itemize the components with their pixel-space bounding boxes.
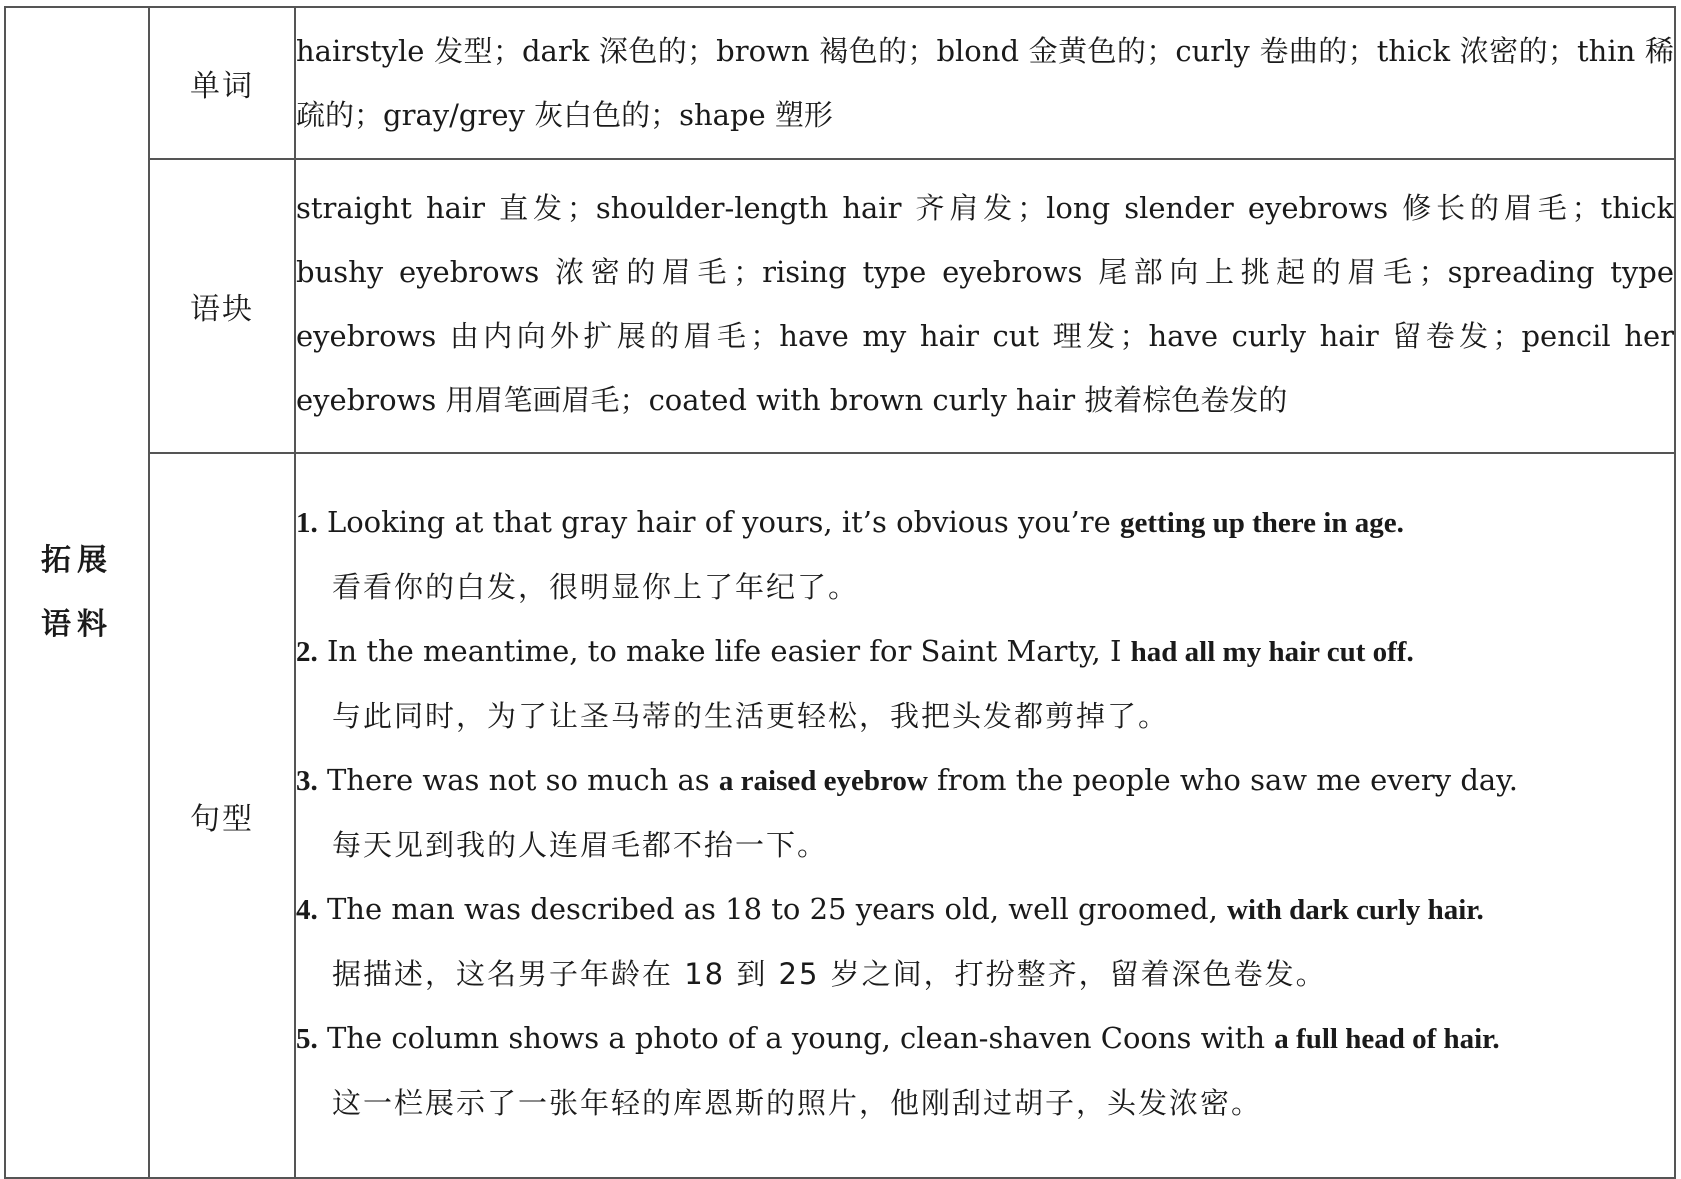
sentence-item xyxy=(296,619,1674,748)
sentence-text: The column shows a photo of a young, clean-shaven Coons with xyxy=(326,1021,1275,1055)
category-label-line2: 语料 xyxy=(41,606,113,642)
sentence-text: The man was described as 18 to 25 years old, well groomed, xyxy=(326,892,1228,926)
sentence-text: Looking at that gray hair of yours, it’s obvious you’re xyxy=(326,505,1121,539)
word-chinese: 稀疏的 xyxy=(296,34,1674,132)
sentence-highlight: a full head of hair. xyxy=(1274,1023,1500,1055)
chunk-chinese: 披着棕色卷发的 xyxy=(1084,383,1288,417)
sentence-highlight: getting up there in age. xyxy=(1120,507,1404,539)
word-english: gray/grey xyxy=(383,98,525,132)
sentence-highlight: with dark curly hair. xyxy=(1227,894,1484,926)
word-english: dark xyxy=(521,34,590,68)
separator: ； xyxy=(687,34,717,68)
separator: ； xyxy=(1492,319,1522,353)
word-chinese: 褐色的 xyxy=(819,34,908,68)
chunk-english: have curly hair xyxy=(1148,319,1379,353)
word-item xyxy=(296,34,493,68)
words-content xyxy=(295,7,1675,159)
chunk-chinese: 留卷发 xyxy=(1392,319,1493,353)
sentence-translation: 与此同时，为了让圣马蒂的生活更轻松，我把头发都剪掉了。 xyxy=(332,699,1170,733)
separator: ； xyxy=(1418,255,1448,289)
separator: ； xyxy=(619,383,649,417)
separator: ； xyxy=(1146,34,1176,68)
word-english: shape xyxy=(679,98,766,132)
chunk-item xyxy=(1149,319,1493,353)
sentences-label: 句型 xyxy=(149,453,295,1178)
chunk-english: thick bushy eyebrows xyxy=(296,191,1675,289)
separator: ； xyxy=(1017,191,1047,225)
sentence-text: There was not so much as xyxy=(326,763,719,797)
chunk-english: have my hair cut xyxy=(779,319,1040,353)
chunks-list xyxy=(296,191,1674,417)
sentence-english xyxy=(296,748,1674,813)
sentences-row xyxy=(5,453,1675,1178)
chunk-chinese: 修长的眉毛 xyxy=(1402,191,1572,225)
chunks-label: 语块 xyxy=(149,159,295,453)
word-item xyxy=(1175,34,1347,68)
sentence-number: 3. xyxy=(296,765,318,797)
chunk-chinese: 齐肩发 xyxy=(915,191,1018,225)
sentence-english xyxy=(296,619,1674,684)
word-item xyxy=(716,34,907,68)
word-english: thick xyxy=(1376,34,1451,68)
sentence-text-after: from the people who saw me every day. xyxy=(927,763,1518,797)
chunk-english: shoulder-length hair xyxy=(595,191,902,225)
extended-corpus-table xyxy=(4,6,1676,1179)
chunks-row xyxy=(5,159,1675,453)
sentence-translation: 看看你的白发，很明显你上了年纪了。 xyxy=(332,570,860,604)
sentence-highlight: had all my hair cut off. xyxy=(1130,636,1414,668)
word-chinese: 塑形 xyxy=(774,98,833,132)
chunk-chinese: 由内向外扩展的眉毛 xyxy=(449,319,751,353)
word-chinese: 浓密的 xyxy=(1459,34,1549,68)
word-item xyxy=(383,98,650,132)
chunk-english: straight hair xyxy=(296,191,486,225)
word-chinese: 灰白色的 xyxy=(534,98,651,132)
chunk-english: pencil her eyebrows xyxy=(296,319,1674,417)
sentence-english xyxy=(296,877,1674,942)
sentence-item xyxy=(296,490,1674,619)
word-chinese: 卷曲的 xyxy=(1259,34,1348,68)
separator: ； xyxy=(907,34,937,68)
sentence-item xyxy=(296,877,1674,1006)
words-list xyxy=(296,34,1674,132)
word-chinese: 金黄色的 xyxy=(1028,34,1147,68)
sentence-translation: 每天见到我的人连眉毛都不抬一下。 xyxy=(332,828,829,862)
chunk-chinese: 用眉笔画眉毛 xyxy=(445,383,620,417)
sentence-translation: 这一栏展示了一张年轻的库恩斯的照片，他刚刮过胡子，头发浓密。 xyxy=(332,1086,1263,1120)
word-english: brown xyxy=(716,34,810,68)
chunk-item xyxy=(1046,191,1571,225)
word-item xyxy=(1377,34,1548,68)
separator: ； xyxy=(1119,319,1149,353)
chunk-item xyxy=(296,191,567,225)
chunk-item xyxy=(762,255,1418,289)
chunk-item xyxy=(779,319,1119,353)
sentence-number: 4. xyxy=(296,894,318,926)
chunk-item xyxy=(649,383,1288,417)
separator: ； xyxy=(354,98,384,132)
word-english: curly xyxy=(1175,34,1250,68)
sentence-number: 5. xyxy=(296,1023,318,1055)
sentence-english xyxy=(296,490,1674,555)
word-item xyxy=(936,34,1146,68)
category-cell xyxy=(5,7,149,1178)
separator: ； xyxy=(1571,191,1601,225)
sentences-content xyxy=(295,453,1675,1178)
chunk-english: rising type eyebrows xyxy=(762,255,1083,289)
sentence-number: 1. xyxy=(296,507,318,539)
word-chinese: 发型 xyxy=(434,34,493,68)
sentence-item xyxy=(296,748,1674,877)
sentence-translation: 据描述，这名男子年龄在 18 到 25 岁之间，打扮整齐，留着深色卷发。 xyxy=(332,957,1327,991)
chunk-chinese: 尾部向上挑起的眉毛 xyxy=(1098,255,1419,289)
sentence-english xyxy=(296,1006,1674,1071)
chunk-chinese: 理发 xyxy=(1052,319,1120,353)
chunk-item xyxy=(596,191,1017,225)
chunk-chinese: 浓密的眉毛 xyxy=(555,255,734,289)
separator: ； xyxy=(1548,34,1578,68)
sentences-list xyxy=(296,490,1674,1135)
chunk-chinese: 直发 xyxy=(499,191,567,225)
sentence-item xyxy=(296,1006,1674,1135)
words-row xyxy=(5,7,1675,159)
separator: ； xyxy=(566,191,596,225)
sentence-highlight: a raised eyebrow xyxy=(718,765,928,797)
word-item xyxy=(679,98,833,132)
chunk-english: coated with brown curly hair xyxy=(648,383,1076,417)
chunks-content xyxy=(295,159,1675,453)
separator: ； xyxy=(750,319,780,353)
category-label-line1: 拓展 xyxy=(41,542,113,578)
word-chinese: 深色的 xyxy=(598,34,688,68)
word-english: hairstyle xyxy=(296,34,425,68)
separator: ； xyxy=(650,98,680,132)
word-english: blond xyxy=(936,34,1020,68)
word-item xyxy=(522,34,687,68)
words-label: 单词 xyxy=(149,7,295,159)
sentence-number: 2. xyxy=(296,636,318,668)
separator: ； xyxy=(1347,34,1377,68)
chunk-english: long slender eyebrows xyxy=(1046,191,1389,225)
word-english: thin xyxy=(1577,34,1636,68)
separator: ； xyxy=(492,34,522,68)
chunk-english: spreading type eyebrows xyxy=(296,255,1675,353)
sentence-text: In the meantime, to make life easier for Saint Marty, I xyxy=(326,634,1131,668)
separator: ； xyxy=(733,255,763,289)
